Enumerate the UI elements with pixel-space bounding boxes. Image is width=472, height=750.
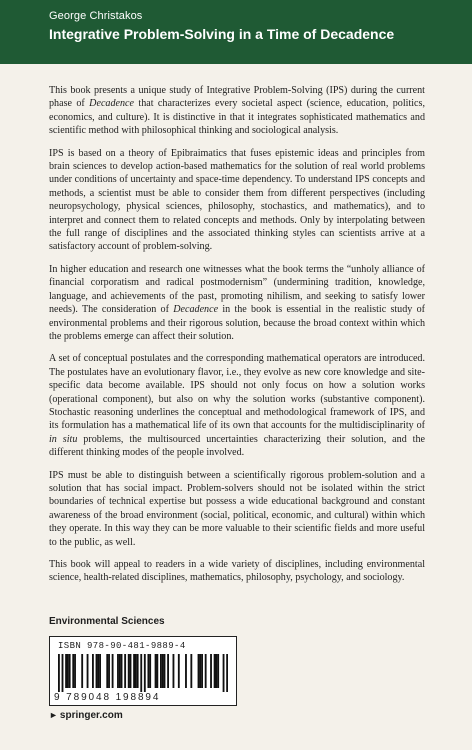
barcode-bar [108,654,110,688]
barcode-bars [58,654,228,692]
text-run: that characterizes every societal aspect (science, education, politics, economics, and culture). It is distinctive in that it integrates sophisticated mathematics and scientific method with philosophical thinking and sociological analysis. [49,98,425,137]
barcode-bar [217,654,219,688]
italic-text: Decadence [89,98,135,110]
barcode-bar [210,654,212,688]
subject-category: Environmental Sciences [49,616,165,627]
blurb-paragraph-3 [49,263,425,343]
barcode-bar [201,654,203,688]
barcode-bar [128,654,130,688]
barcode-bar [87,654,89,688]
barcode-bar [62,654,64,692]
barcode-bar [135,654,137,688]
barcode-bar [190,654,192,688]
barcode-bar [173,654,175,688]
barcode-bar [164,654,166,688]
blurb-paragraph-5 [49,469,425,549]
barcode-bar [119,654,121,688]
ean-digits: 9 789048 198894 [54,692,161,703]
barcode-bar [124,654,126,688]
barcode-bar [65,654,67,688]
barcode-bar [162,654,164,688]
title-band [0,0,472,64]
barcode-bar [226,654,228,692]
barcode-bar [112,654,114,688]
barcode-bar [178,654,180,688]
barcode-bar [160,654,162,688]
text-run: In higher education and research one witnesses what the book terms the “unholy alliance of financial corporatism and radical postmodernism” (undermining tradition, knowledge, language, and achievements of the past, promoting nihilism, and seeking to satisfy lower needs). The consideration of [49,263,425,316]
blurb-paragraph-2 [49,147,425,254]
barcode-bar [156,654,158,688]
barcode-bar [69,654,71,688]
isbn-number: ISBN 978-90-481-9889-4 [58,641,186,651]
book-title: Integrative Problem-Solving in a Time of Decadence [49,26,395,42]
publisher-name: springer.com [59,710,123,721]
barcode-bar [81,654,83,688]
barcode-bar [223,654,225,692]
text-run: This book will appeal to readers in a wide variety of disciplines, including environmental science, health-related disciplines, mathematics, philosophy, psychology, and sociology. [49,559,425,584]
author-name: George Christakos [49,10,143,22]
barcode-bar [149,654,151,688]
barcode-bar [133,654,135,688]
barcode-bar [214,654,216,688]
barcode-bar [74,654,76,688]
barcode-bar [117,654,119,688]
barcode-bar [58,654,60,692]
barcode-bar [215,654,217,688]
barcode-bar [96,654,98,688]
barcode-bar [205,654,207,688]
barcode-bar [67,654,69,688]
barcode-bar [121,654,123,688]
barcode-bar [155,654,157,688]
blurb-text [49,84,425,594]
text-run: in the book is essential in the realistic study of environmental problems and their rigorous solution, because the broad context within which the problems emerge can affect their solution. [49,304,425,342]
barcode-bar [147,654,149,688]
barcode-bar [199,654,201,688]
barcode-bar [140,654,142,692]
text-run: This book presents a unique study of Integrative Problem-Solving (IPS) during the current phase of [49,85,425,110]
italic-text: in situ [49,433,78,445]
barcode-bar [167,654,169,688]
barcode-bar [92,654,94,688]
arrow-icon: ► [49,710,58,720]
text-run: problems, the multisourced uncertainties characterizing their solution, and the different thinking modes of the people involved. [49,433,426,459]
publisher-url [49,710,123,721]
barcode-bar [198,654,200,688]
blurb-paragraph-6 [49,558,425,585]
italic-text: Decadence [173,304,219,316]
barcode-bar [130,654,132,688]
barcode-bar [106,654,108,688]
barcode-box [49,636,237,706]
barcode-bar [144,654,146,692]
blurb-paragraph-1 [49,84,425,138]
barcode-bar [99,654,101,688]
blurb-paragraph-4 [49,352,425,459]
text-run: IPS is based on a theory of Epibraimatics that fuses epistemic ideas and principles from brain sciences to develop action-based mathematics for the solution of real world problems under conditions of uncertainty and space-time dependency. To understand IPS concepts and methods, a scientist must be able to consider them from different perspectives (including neuropsychology, physical sciences, philosophy, stochastics, and mathematics), and to interpret and connect them to related concepts and methods. Only by interpolating between the full range of disciplines and the associated thinking styles can scientists arrive at a satisfactory account of problem-solving. [49,147,425,253]
barcode-bar [72,654,74,688]
barcode-bar [185,654,187,688]
text-run: A set of conceptual postulates and the corresponding mathematical operators are introduced. The postulates have an evolutionary flavor, i.e., they evolve as new core knowledge and site-specific data become available. IPS should not only focus on how a solution works (operational component), but also on why the solution works (substantive component). Stochastic reasoning underlines the conceptual and methodological framework of IPS, and its formulation has a mathematical life of its own that accounts for the multidisciplinarity of [49,353,425,432]
barcode-bar [137,654,139,688]
barcode-bar [97,654,99,688]
text-run: IPS must be able to distinguish between a scientifically rigorous problem-solution and a solution that has social impact. Problem-solvers should not be isolated within the strict boundaries of technical expertise but possess a wide educational background and constant awareness of the broad environment (social, political, economic, and cultural) within which they operate. In this way they can be more valuable to their scientific fields and more useful to the public, as well. [49,469,425,548]
